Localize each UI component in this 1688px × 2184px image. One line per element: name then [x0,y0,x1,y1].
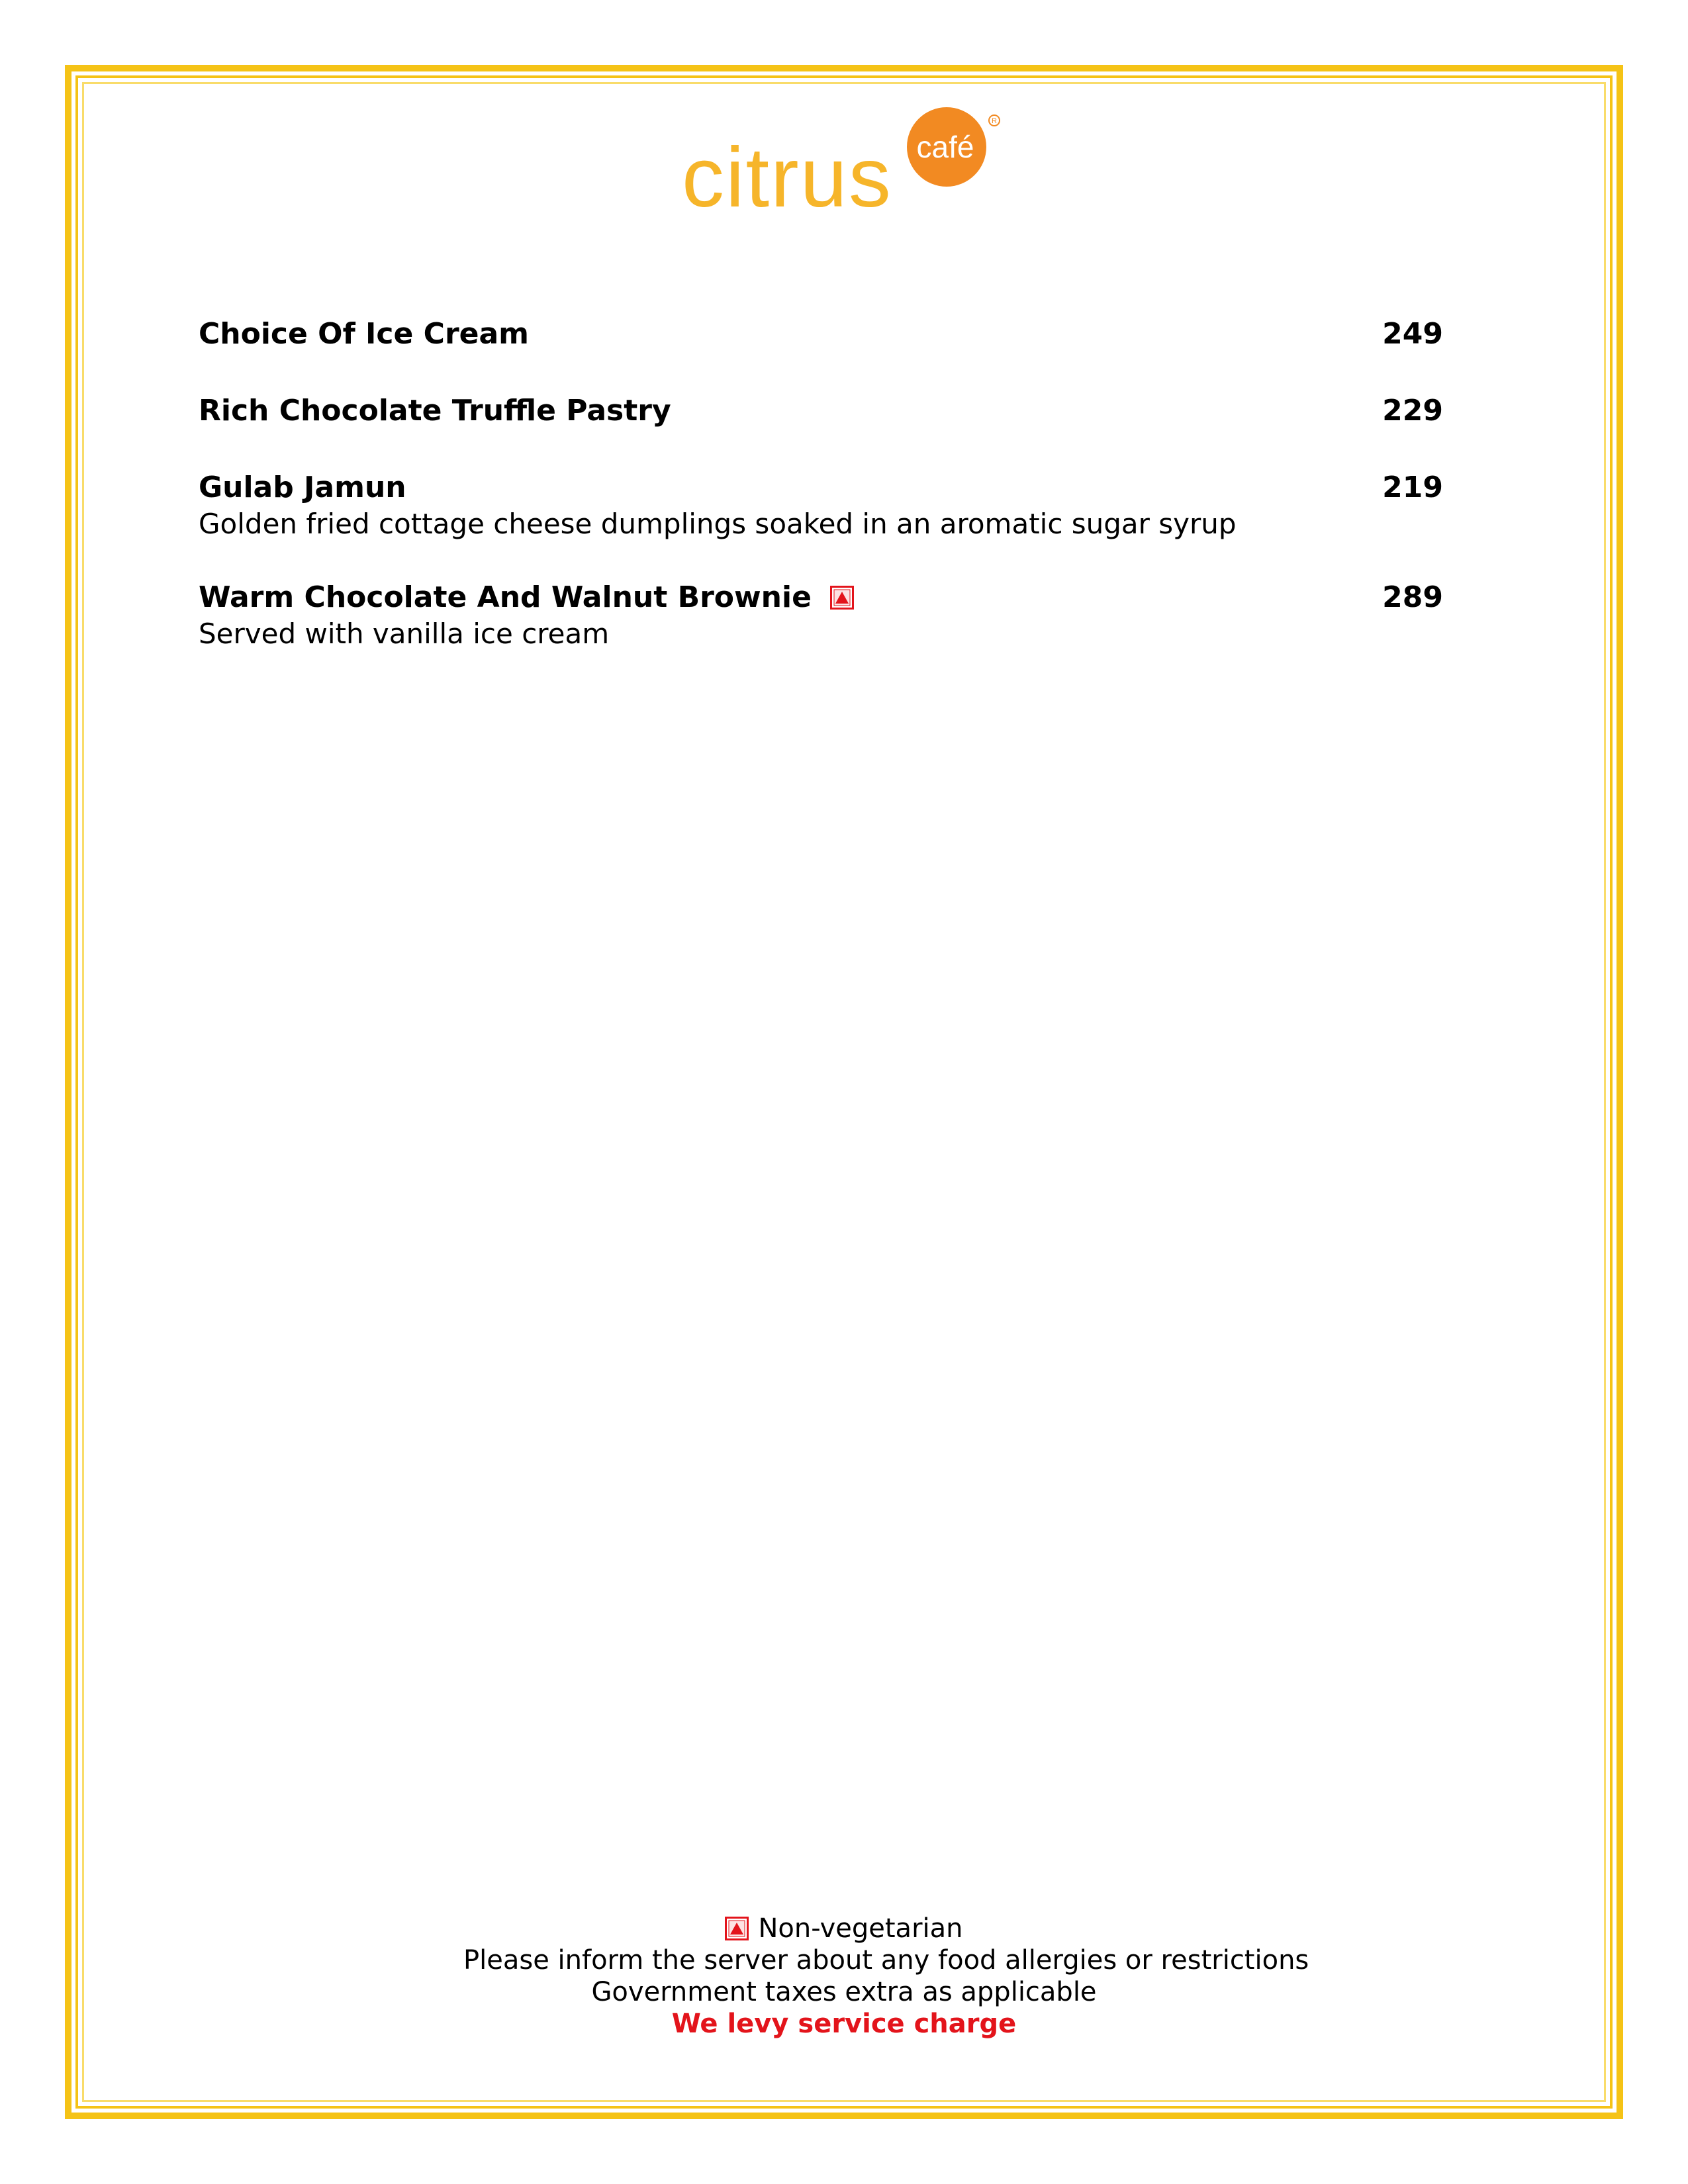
service-charge-note: We levy service charge [671,2009,1017,2039]
menu-item [199,576,1443,653]
menu-item-name: Gulab Jamun [199,471,406,504]
tax-note: Government taxes extra as applicable [591,1977,1097,2007]
menu-item [199,389,1443,433]
menu-item-name: Warm Chocolate And Walnut Brownie [199,580,812,614]
citrus-cafe-logo [682,99,1013,225]
menu-item-price: 249 [1382,317,1443,351]
menu-item [199,466,1443,543]
menu-item-description: Served with vanilla ice cream [199,617,610,650]
menu-item-name: Choice Of Ice Cream [199,317,530,351]
menu-item-description: Golden fried cottage cheese dumplings soaked in an aromatic sugar syrup [199,508,1237,540]
non-veg-mark-icon [830,586,854,610]
svg-text:café: café [916,130,974,164]
legend-label: Non-vegetarian [758,1913,963,1944]
menu-footer [463,1913,1309,2040]
menu-item-price: 289 [1382,580,1443,614]
allergy-note: Please inform the server about any food allergies or restrictions [463,1945,1309,1976]
menu-item [199,312,1443,356]
svg-text:R: R [992,117,997,125]
svg-text:citrus: citrus [682,130,892,225]
legend-row [463,1913,1225,1944]
dessert-menu-list [199,312,1443,686]
menu-item-name: Rich Chocolate Truffle Pastry [199,394,671,428]
menu-item-price: 219 [1382,471,1443,504]
menu-item-price: 229 [1382,394,1443,428]
non-veg-mark-icon [725,1917,749,1940]
